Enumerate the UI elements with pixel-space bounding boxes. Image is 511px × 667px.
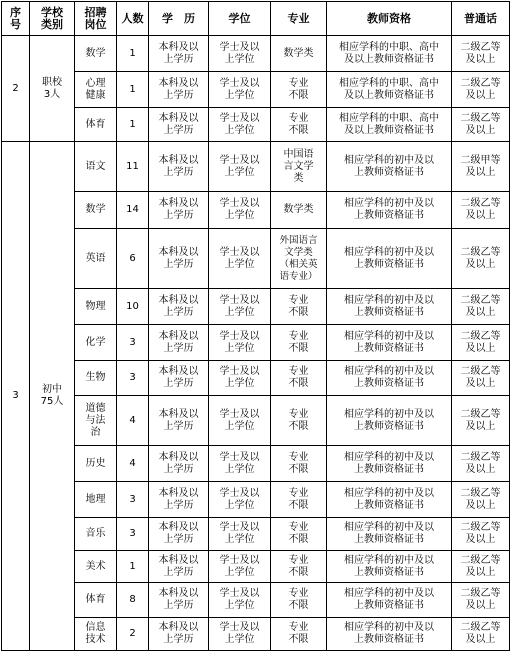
major-cell: 专业 不限: [271, 325, 327, 361]
mandarin-cell: 二级乙等 及以上: [452, 72, 510, 108]
major-cell: 专业 不限: [271, 446, 327, 482]
table-row: [2, 36, 510, 72]
count-cell: 1: [117, 72, 149, 108]
count-cell: 4: [117, 446, 149, 482]
degree-cell: 学士及以 上学位: [209, 518, 271, 551]
position-cell: 历史: [75, 446, 117, 482]
mandarin-cell: 二级乙等 及以上: [452, 446, 510, 482]
position-cell: 心理 健康: [75, 72, 117, 108]
position-cell: 体育: [75, 583, 117, 618]
count-cell: 10: [117, 289, 149, 325]
major-cell: 数学类: [271, 36, 327, 72]
mandarin-cell: 二级乙等 及以上: [452, 229, 510, 289]
major-cell: 专业 不限: [271, 583, 327, 618]
position-cell: 音乐: [75, 518, 117, 551]
certificate-cell: 相应学科的初中及以 上教师资格证书: [327, 551, 452, 583]
education-cell: 本科及以 上学历: [149, 583, 209, 618]
header-row: [2, 2, 510, 36]
degree-cell: 学士及以 上学位: [209, 72, 271, 108]
major-cell: 专业 不限: [271, 361, 327, 396]
count-cell: 1: [117, 108, 149, 142]
education-cell: 本科及以 上学历: [149, 289, 209, 325]
table-row: [2, 518, 510, 551]
table-row: [2, 583, 510, 618]
header-cell-degree: 学位: [209, 2, 271, 36]
major-cell: 专业 不限: [271, 289, 327, 325]
count-cell: 2: [117, 618, 149, 651]
table-row: [2, 551, 510, 583]
major-cell: 专业 不限: [271, 618, 327, 651]
degree-cell: 学士及以 上学位: [209, 446, 271, 482]
position-cell: 数学: [75, 192, 117, 229]
certificate-cell: 相应学科的中职、高中 及以上教师资格证书: [327, 36, 452, 72]
header-cell-education: 学 历: [149, 2, 209, 36]
table-row: [2, 396, 510, 446]
certificate-cell: 相应学科的初中及以 上教师资格证书: [327, 482, 452, 518]
certificate-cell: 相应学科的初中及以 上教师资格证书: [327, 325, 452, 361]
table-body: [2, 36, 510, 651]
header-cell-certificate: 教师资格: [327, 2, 452, 36]
mandarin-cell: 二级乙等 及以上: [452, 551, 510, 583]
position-cell: 地理: [75, 482, 117, 518]
education-cell: 本科及以 上学历: [149, 36, 209, 72]
education-cell: 本科及以 上学历: [149, 361, 209, 396]
education-cell: 本科及以 上学历: [149, 142, 209, 192]
certificate-cell: 相应学科的初中及以 上教师资格证书: [327, 618, 452, 651]
position-cell: 生物: [75, 361, 117, 396]
count-cell: 8: [117, 583, 149, 618]
certificate-cell: 相应学科的初中及以 上教师资格证书: [327, 396, 452, 446]
major-cell: 专业 不限: [271, 518, 327, 551]
education-cell: 本科及以 上学历: [149, 325, 209, 361]
education-cell: 本科及以 上学历: [149, 396, 209, 446]
table-row: [2, 72, 510, 108]
table-row: [2, 325, 510, 361]
position-cell: 美术: [75, 551, 117, 583]
education-cell: 本科及以 上学历: [149, 518, 209, 551]
major-cell: 专业 不限: [271, 482, 327, 518]
certificate-cell: 相应学科的初中及以 上教师资格证书: [327, 192, 452, 229]
table-row: [2, 229, 510, 289]
certificate-cell: 相应学科的中职、高中 及以上教师资格证书: [327, 108, 452, 142]
mandarin-cell: 二级乙等 及以上: [452, 36, 510, 72]
degree-cell: 学士及以 上学位: [209, 618, 271, 651]
education-cell: 本科及以 上学历: [149, 72, 209, 108]
mandarin-cell: 二级乙等 及以上: [452, 396, 510, 446]
position-cell: 英语: [75, 229, 117, 289]
mandarin-cell: 二级乙等 及以上: [452, 361, 510, 396]
degree-cell: 学士及以 上学位: [209, 229, 271, 289]
mandarin-cell: 二级乙等 及以上: [452, 108, 510, 142]
table-row: [2, 361, 510, 396]
position-cell: 数学: [75, 36, 117, 72]
table-row: [2, 142, 510, 192]
degree-cell: 学士及以 上学位: [209, 108, 271, 142]
degree-cell: 学士及以 上学位: [209, 192, 271, 229]
header-cell-count: 人数: [117, 2, 149, 36]
certificate-cell: 相应学科的初中及以 上教师资格证书: [327, 518, 452, 551]
mandarin-cell: 二级乙等 及以上: [452, 583, 510, 618]
table-row: [2, 446, 510, 482]
degree-cell: 学士及以 上学位: [209, 36, 271, 72]
row-number-cell: 3: [2, 142, 30, 651]
count-cell: 1: [117, 551, 149, 583]
education-cell: 本科及以 上学历: [149, 482, 209, 518]
major-cell: 专业 不限: [271, 551, 327, 583]
certificate-cell: 相应学科的初中及以 上教师资格证书: [327, 289, 452, 325]
major-cell: 中国语 言文学 类: [271, 142, 327, 192]
count-cell: 1: [117, 36, 149, 72]
mandarin-cell: 二级乙等 及以上: [452, 289, 510, 325]
count-cell: 4: [117, 396, 149, 446]
school-category-cell: 职校 3人: [30, 36, 75, 142]
header-cell-position: 招聘 岗位: [75, 2, 117, 36]
position-cell: 语文: [75, 142, 117, 192]
mandarin-cell: 二级乙等 及以上: [452, 618, 510, 651]
count-cell: 3: [117, 482, 149, 518]
position-cell: 道德 与法 治: [75, 396, 117, 446]
major-cell: 外国语言 文学类 （相关英 语专业）: [271, 229, 327, 289]
count-cell: 6: [117, 229, 149, 289]
count-cell: 3: [117, 361, 149, 396]
major-cell: 数学类: [271, 192, 327, 229]
education-cell: 本科及以 上学历: [149, 229, 209, 289]
position-cell: 化学: [75, 325, 117, 361]
degree-cell: 学士及以 上学位: [209, 289, 271, 325]
degree-cell: 学士及以 上学位: [209, 482, 271, 518]
school-category-cell: 初中 75人: [30, 142, 75, 651]
major-cell: 专业 不限: [271, 396, 327, 446]
degree-cell: 学士及以 上学位: [209, 551, 271, 583]
certificate-cell: 相应学科的初中及以 上教师资格证书: [327, 361, 452, 396]
table-row: [2, 618, 510, 651]
degree-cell: 学士及以 上学位: [209, 361, 271, 396]
mandarin-cell: 二级甲等 及以上: [452, 142, 510, 192]
certificate-cell: 相应学科的中职、高中 及以上教师资格证书: [327, 72, 452, 108]
education-cell: 本科及以 上学历: [149, 551, 209, 583]
table-row: [2, 482, 510, 518]
certificate-cell: 相应学科的初中及以 上教师资格证书: [327, 142, 452, 192]
education-cell: 本科及以 上学历: [149, 446, 209, 482]
header-cell-major: 专业: [271, 2, 327, 36]
table-row: [2, 108, 510, 142]
count-cell: 11: [117, 142, 149, 192]
major-cell: 专业 不限: [271, 72, 327, 108]
certificate-cell: 相应学科的初中及以 上教师资格证书: [327, 583, 452, 618]
position-cell: 物理: [75, 289, 117, 325]
count-cell: 3: [117, 518, 149, 551]
header-cell-school: 学校 类别: [30, 2, 75, 36]
position-cell: 信息 技术: [75, 618, 117, 651]
degree-cell: 学士及以 上学位: [209, 142, 271, 192]
position-cell: 体育: [75, 108, 117, 142]
degree-cell: 学士及以 上学位: [209, 325, 271, 361]
recruitment-table: [1, 1, 510, 651]
education-cell: 本科及以 上学历: [149, 108, 209, 142]
table-row: [2, 289, 510, 325]
major-cell: 专业 不限: [271, 108, 327, 142]
certificate-cell: 相应学科的初中及以 上教师资格证书: [327, 229, 452, 289]
education-cell: 本科及以 上学历: [149, 192, 209, 229]
degree-cell: 学士及以 上学位: [209, 396, 271, 446]
row-number-cell: 2: [2, 36, 30, 142]
mandarin-cell: 二级乙等 及以上: [452, 192, 510, 229]
count-cell: 3: [117, 325, 149, 361]
education-cell: 本科及以 上学历: [149, 618, 209, 651]
header-cell-no: 序 号: [2, 2, 30, 36]
table-row: [2, 192, 510, 229]
mandarin-cell: 二级乙等 及以上: [452, 325, 510, 361]
count-cell: 14: [117, 192, 149, 229]
mandarin-cell: 二级乙等 及以上: [452, 518, 510, 551]
degree-cell: 学士及以 上学位: [209, 583, 271, 618]
header-cell-mandarin: 普通话: [452, 2, 510, 36]
mandarin-cell: 二级乙等 及以上: [452, 482, 510, 518]
certificate-cell: 相应学科的初中及以 上教师资格证书: [327, 446, 452, 482]
